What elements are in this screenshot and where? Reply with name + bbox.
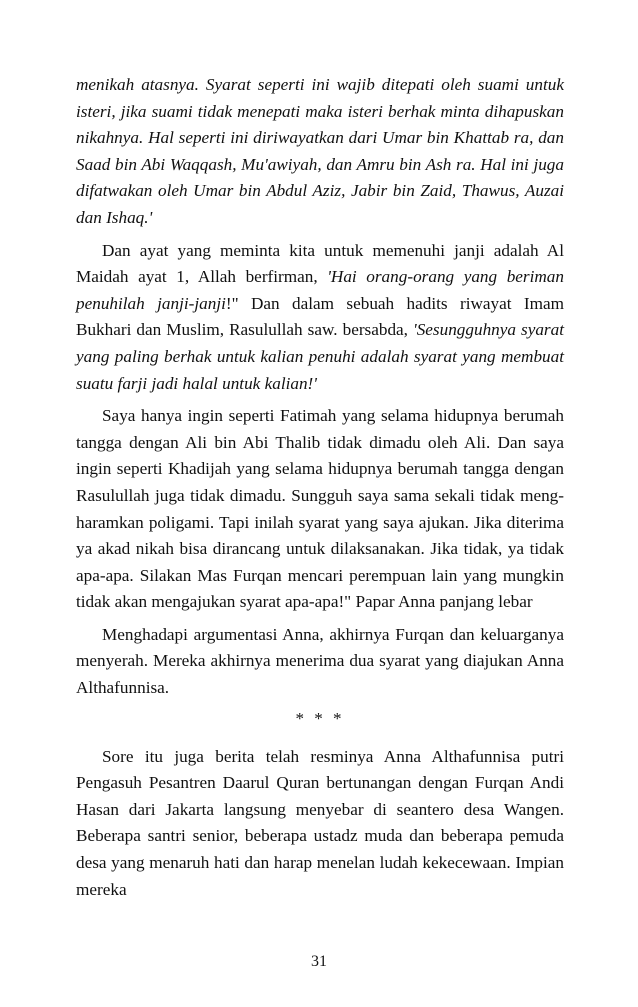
page-number: 31 bbox=[311, 953, 327, 970]
paragraph-quote-continuation: menikah atasnya. Syarat seperti ini wajib ditepati oleh suami untuk isteri, jika suami tidak menepati maka isteri berhak minta dihapuskan nikahnya. Hal seperti ini diriwayatkan dari Umar bin Khattab ra, dan Saad bin Abi Waqqash, Mu'awiyah, dan Amru bin Ash ra. Hal ini juga difatwakan oleh Umar bin Abdul Aziz, Jabir bin Zaid, Thawus, Auzai dan Ishaq.' bbox=[76, 75, 564, 227]
paragraph-al-maidah bbox=[76, 238, 564, 398]
section-separator: * * * bbox=[295, 708, 345, 728]
hadith-quote: 'Sesungguhnya syarat yang paling berhak untuk kalian penuhi adalah syarat yang membuat suatu farji jadi halal untuk kalian!' bbox=[76, 320, 564, 393]
quran-quote: 'Hai orang-orang yang beriman penuhilah janji-janji bbox=[76, 267, 564, 313]
paragraph-text: Dan ayat yang meminta kita untuk memenuhi janji adalah Al Maidah ayat 1, Allah berfirman, bbox=[76, 240, 564, 287]
paragraph-furqan-agrees: Menghadapi argumentasi Anna, akhirnya Furqan dan keluarganya menyerah. Mereka akhirnya menerima dua syarat yang diajukan Anna Althafunnisa. bbox=[76, 624, 564, 698]
book-page bbox=[76, 72, 564, 903]
paragraph-engagement-news: Sore itu juga berita telah resminya Anna Althafunnisa putri Pengasuh Pesantren Daarul Quran bertunangan dengan Furqan Andi Hasan dari Jakarta langsung menyebar di seantero desa Wangen. Beberapa santri senior, beberapa ustadz muda dan beberapa pemuda desa yang menaruh hati dan harap menelan ludah kekecewaan. Impian mereka bbox=[76, 746, 564, 899]
paragraph-text: !" Dan dalam sebuah hadits riwayat Imam Bukhari dan Muslim, Rasulullah saw. bersabda, bbox=[76, 293, 565, 340]
paragraph-fatimah: Saya hanya ingin seperti Fatimah yang selama hidupnya berumah tangga dengan Ali bin Abi Thalib tidak dimadu oleh Ali. Dan saya ingin seperti Khadijah yang selama hidupnya berumah tangga dengan Rasulullah juga tidak dimadu. Sungguh saya sama sekali tidak meng-haramkan poligami. Tapi inilah syarat yang saya ajukan. Jika diterima ya akad nikah bisa dirancang untuk dilaksanakan. Jika tidak, ya tidak apa-apa. Silakan Mas Furqan mencari perempuan lain yang mungkin tidak akan mengajukan syarat apa-apa!" Papar Anna panjang lebar bbox=[76, 406, 564, 612]
